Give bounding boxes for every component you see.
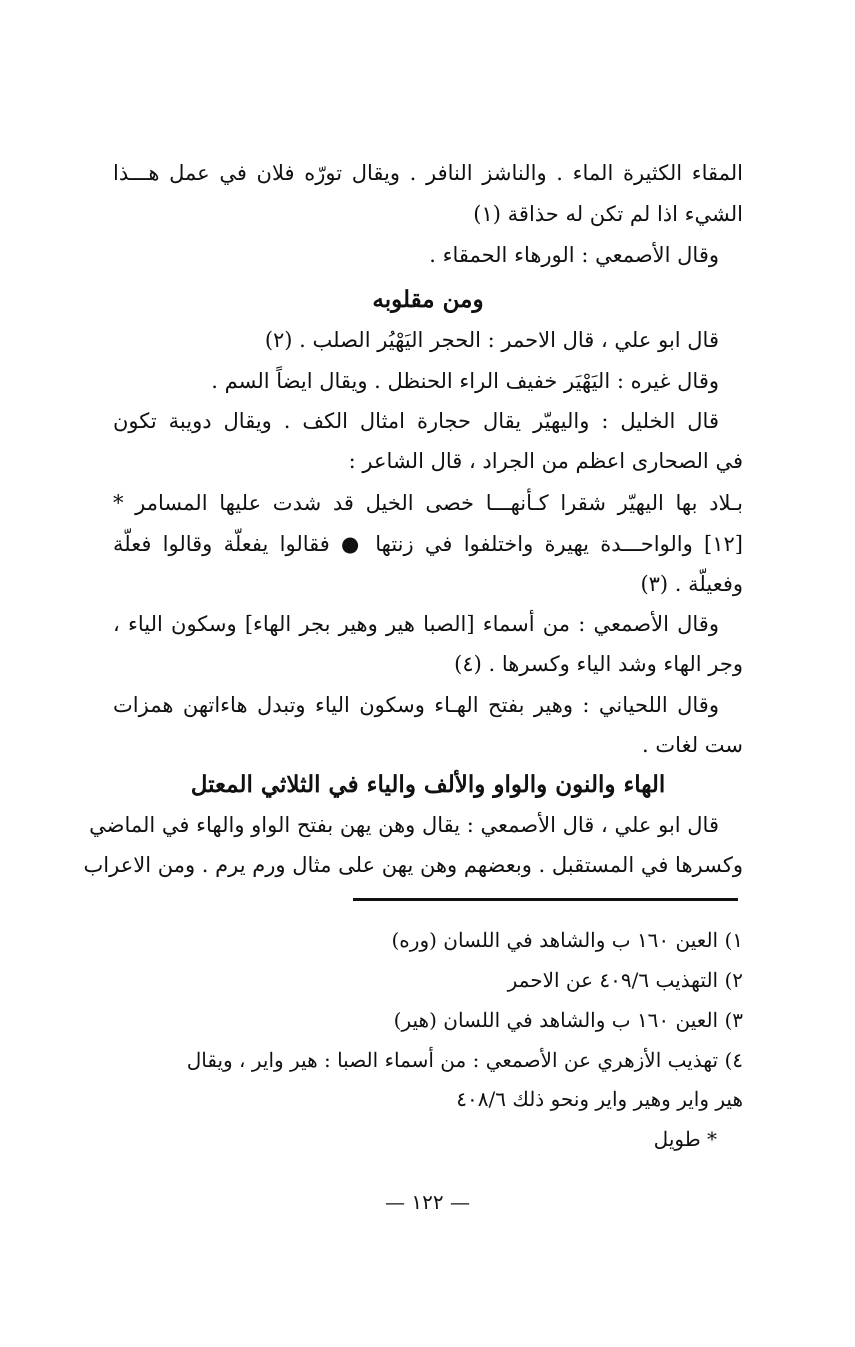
body-line-15: قال ابو علي ، قال الأصمعي : يقال وهن يهن بفتح الواو والهاء في الماضي — [89, 813, 719, 837]
page-number: — ١٢٢ — — [385, 1190, 470, 1214]
footnote-2: ٢) التهذيب ٤٠٩/٦ عن الاحمر — [507, 968, 743, 992]
body-line-7: في الصحارى اعظم من الجراد ، قال الشاعر : — [348, 449, 743, 473]
body-line-9: [١٢] والواحـــدة يهيرة واختلفوا في زنتها ● فقالوا يفعلّة وقالوا فعلّة — [113, 532, 743, 556]
footnote-3: ٣) العين ١٦٠ ب والشاهد في اللسان (هير) — [393, 1008, 743, 1032]
section-heading-weak-triliteral: الهاء والنون والواو والألف والياء في الثلاثي المعتل — [190, 771, 666, 798]
body-line-14: ست لغات . — [642, 733, 743, 757]
footnote-4: ٤) تهذيب الأزهري عن الأصمعي : من أسماء الصبا : هير واير ، ويقال — [186, 1048, 743, 1072]
body-line-12: وجر الهاء وشد الياء وكسرها . (٤) — [454, 652, 743, 676]
body-line-5: وقال غيره : اليَهْيَر خفيف الراء الحنظل . ويقال ايضاً السم . — [211, 369, 719, 393]
body-line-6: قال الخليل : واليهيّر يقال حجارة امثال الكف . ويقال دويبة تكون — [113, 409, 719, 433]
body-line-16: وكسرها في المستقبل . وبعضهم وهن يهن على مثال ورم يرم . ومن الاعراب — [83, 853, 743, 877]
section-heading-maqlub: ومن مقلوبه — [372, 286, 484, 313]
body-line-4: قال ابو علي ، قال الاحمر : الحجر اليَهْيُر الصلب . (٢) — [264, 328, 719, 352]
footnote-meter: * طويل — [653, 1127, 717, 1151]
body-line-2: الشيء اذا لم تكن له حذاقة (١) — [473, 202, 743, 226]
footnote-divider — [353, 898, 738, 901]
footnote-4-continued: هير واير وهير واير ونحو ذلك ٤٠٨/٦ — [456, 1087, 743, 1111]
footnote-1: ١) العين ١٦٠ ب والشاهد في اللسان (وره) — [391, 928, 743, 952]
body-line-13: وقال اللحياني : وهير بفتح الهـاء وسكون الياء وتبدل هاءاتهن همزات — [113, 693, 719, 717]
body-line-10: وفعيلّة . (٣) — [640, 572, 743, 596]
poetry-verse: بـلاد بها اليهيّر شقرا كـأنهـــا خصى الخيل قد شدت عليها المسامر * — [113, 491, 743, 515]
body-line-3: وقال الأصمعي : الورهاء الحمقاء . — [429, 243, 719, 267]
body-line-11: وقال الأصمعي : من أسماء [الصبا هير وهير بجر الهاء] وسكون الياء ، — [113, 612, 719, 636]
body-line-1: المقاء الكثيرة الماء . والناشز النافر . ويقال تورّه فلان في عمل هـــذا — [113, 161, 743, 185]
